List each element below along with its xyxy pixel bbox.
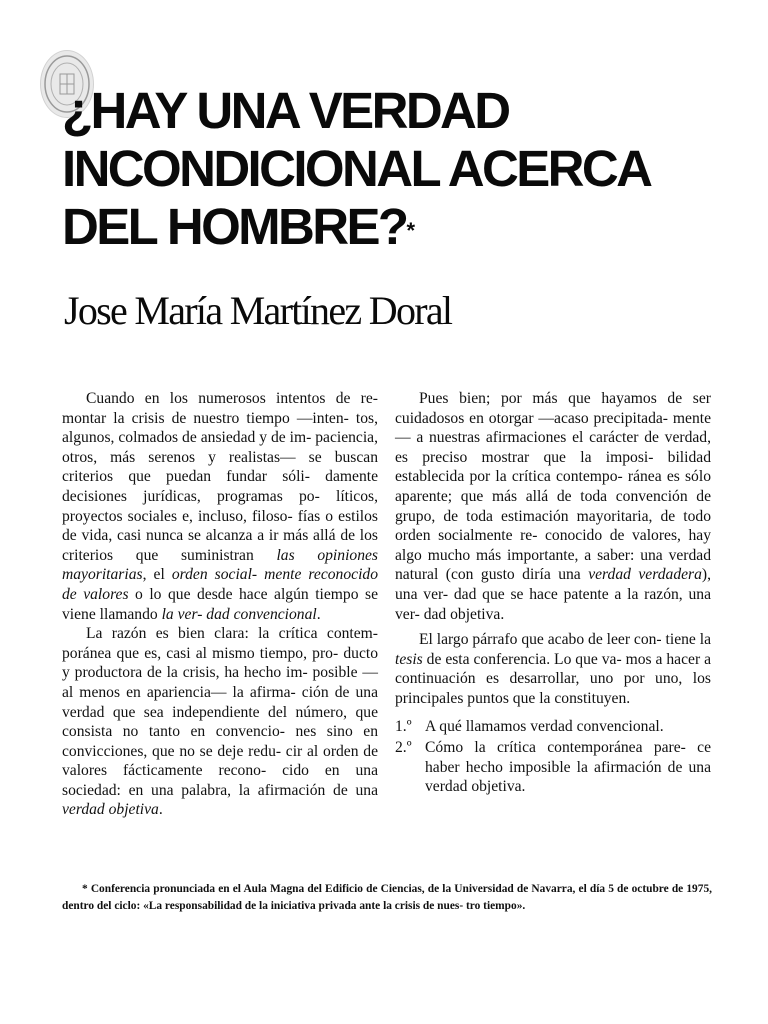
footnote-marker: * [406,218,416,243]
italic-phrase: verdad objetiva [62,801,159,819]
text-run: ), una ver- dad que se hace patente a la razón, una ver- dad objetiva. [395,566,711,623]
italic-phrase: tesis [395,650,423,668]
list-item [395,717,711,737]
left-paragraph-2 [62,624,378,820]
text-run: o lo que desde hace algún tiempo se viene llamando [62,585,378,623]
title-line-1: ¿HAY UNA VERDAD [62,82,509,139]
text-run: . [316,605,321,623]
text-run: La razón es bien clara: la crítica contem- poránea que es, casi al mismo tiempo, pro- ducto y productora de la crisis, ha hecho im- posible —al menos en apariencia— la afirma- ción de una verdad que sea independiente del número, que consista no tanto en convencio- nes sino en convicciones, que no se deje redu- cir al orden de valores fácticamente recono- cido en una sociedad: en una palabra, la afirmación de una [62,625,378,799]
italic-phrase: verdad verdadera [588,566,702,584]
points-list [395,717,711,797]
text-run: El largo párrafo que acabo de leer con- tiene la [419,631,711,649]
title-line-3 [62,198,742,256]
title-line-2: INCONDICIONAL ACERCA [62,140,651,197]
title-line-3-text: DEL HOMBRE? [62,198,407,255]
right-paragraph-1 [395,389,711,624]
text-run: de esta conferencia. Lo que va- mos a hacer a continuación es desarrollar, uno por uno, los principales puntos que la constituyen. [395,650,711,707]
list-item [395,738,711,797]
italic-phrase: orden social- mente reconocido de valores [62,566,379,603]
list-item-number: 1.º [395,717,412,735]
article-title [62,82,742,256]
right-paragraph-2 [395,630,711,708]
list-item-text: Cómo la crítica contemporánea pare- ce haber hecho imposible la afirmación de una verdad objetiva. [425,739,711,796]
left-column [62,389,378,820]
right-column [395,389,711,799]
italic-phrase: las opiniones mayoritarias [62,546,378,584]
list-item-number: 2.º [395,739,412,757]
list-item-text: A qué llamamos verdad convencional. [425,717,664,735]
text-run: Pues bien; por más que hayamos de ser cuidadosos en otorgar —acaso precipitada- mente— a nuestras afirmaciones el carácter de verdad, es preciso mostrar que la imposi- bilidad establecida por la crítica contempo- ránea es sólo aparente; que más allá de toda convención de grupo, de toda estimación mayoritaria, de todo orden socialmente re- conocido de valores, hay algo mucho más importante, a saber: una verdad natural (con gusto diría una [395,390,711,584]
text-run: , el [142,566,172,584]
left-paragraph-1 [62,389,378,624]
text-run: Cuando en los numerosos intentos de re- montar la crisis de nuestro tiempo —inten- tos, algunos, colmados de ansiedad y de im- paciencia, otros, más serenos y realistas— se buscan criterios que puedan fundar sóli- damente decisiones jurídicas, programas po- líticos, proyectos sociales e, incluso, filoso- fías o estilos de vida, casi nunca se alcanza a ir más allá de los criterios que suministran [62,390,378,564]
author-name: Jose María Martínez Doral [64,288,452,333]
text-run: . [158,801,163,819]
footnote: * Conferencia pronunciada en el Aula Magna del Edificio de Ciencias, de la Universidad de Navarra, el día 5 de octubre de 1975, dentro del ciclo: «La responsabilidad de la iniciativa privada ante la crisis de nues- tro tiempo». [62,883,712,912]
italic-phrase: la ver- dad convencional [161,605,317,623]
